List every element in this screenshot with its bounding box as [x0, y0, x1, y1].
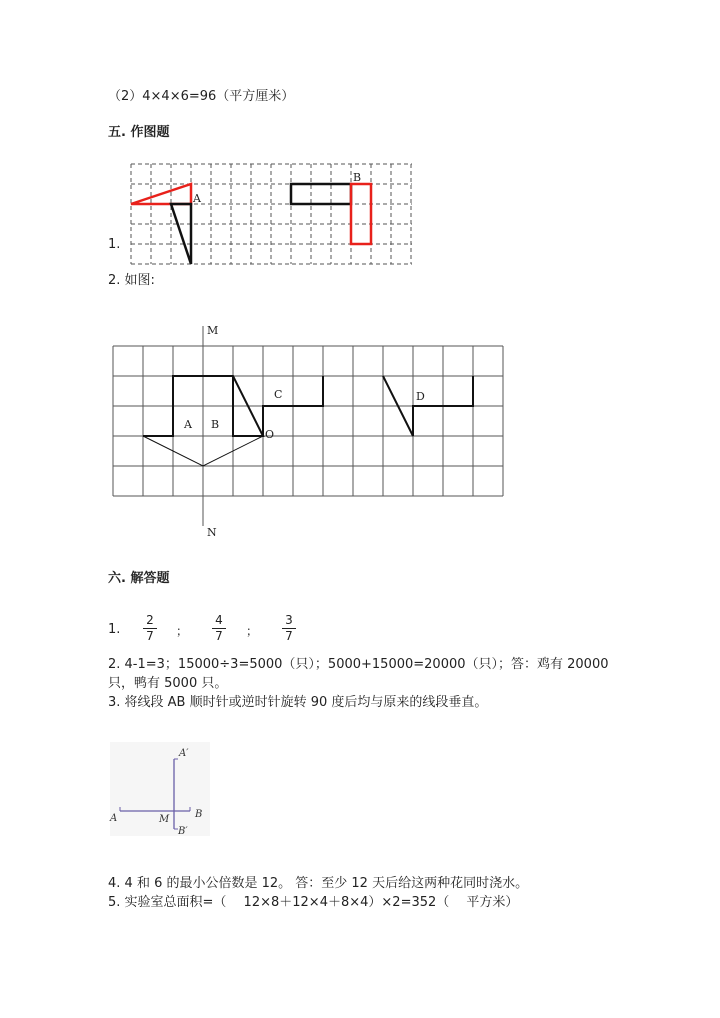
- black-triangle: [171, 204, 191, 264]
- section-5-title: 五. 作图题: [108, 125, 170, 140]
- label-a: A: [184, 418, 192, 431]
- s6-question-4: 4. 4 和 6 的最小公倍数是 12。 答：至少 12 天后给这两种花同时浇水。: [108, 876, 529, 891]
- label-m: M: [207, 324, 219, 337]
- label-b: B: [195, 809, 203, 820]
- figure-2-grid-drawing: [104, 318, 514, 540]
- label-n: N: [207, 526, 217, 539]
- black-rectangle: [291, 184, 351, 204]
- label-b: B: [353, 171, 362, 184]
- label-a: A: [110, 813, 118, 824]
- fraction-2: 4 7: [212, 614, 226, 643]
- label-m: M: [159, 814, 170, 825]
- red-triangle: [131, 184, 191, 204]
- s6-question-2-line-2: 只，鸭有 5000 只。: [108, 676, 228, 691]
- question-2-label: 2. 如图:: [108, 273, 155, 288]
- label-a-prime: A′: [179, 748, 189, 759]
- fraction-separator-1: ；: [176, 624, 189, 638]
- s6-question-2-line-1: 2. 4-1=3；15000÷3=5000（只）；5000+15000=20000（只）；答：鸡有 20000: [108, 657, 609, 672]
- section-6-title: 六. 解答题: [108, 571, 170, 586]
- s6-question-3: 3. 将线段 AB 顺时针或逆时针旋转 90 度后均与原来的线段垂直。: [108, 695, 488, 710]
- question-1-label: 1.: [108, 237, 121, 252]
- label-b-prime: B′: [178, 826, 188, 837]
- label-a: A: [193, 192, 201, 205]
- label-o: O: [265, 428, 275, 441]
- fraction-3: 3 7: [282, 614, 296, 643]
- label-d: D: [416, 390, 425, 403]
- s6-question-1-label: 1.: [108, 622, 121, 637]
- area-answer: （2）4×4×6=96（平方厘米）: [108, 89, 295, 104]
- figure-1-grid-drawing: [124, 160, 416, 268]
- fraction-1: 2 7: [143, 614, 157, 643]
- label-c: C: [274, 388, 283, 401]
- label-b: B: [211, 418, 220, 431]
- s6-question-5: 5. 实验室总面积=（ 12×8＋12×4＋8×4）×2=352（ 平方米）: [108, 895, 519, 910]
- figure-3-rotation-drawing: [106, 740, 214, 840]
- fraction-separator-2: ；: [246, 624, 259, 638]
- red-rectangle: [351, 184, 371, 244]
